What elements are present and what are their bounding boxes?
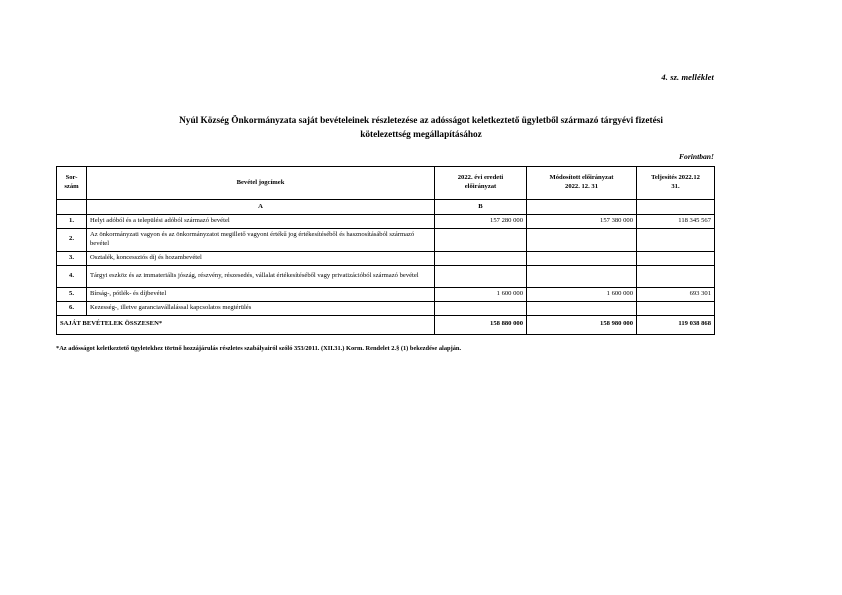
row-original-value (435, 251, 527, 265)
footnote (56, 344, 576, 353)
row-original-value (435, 301, 527, 315)
row-modified-value (527, 251, 637, 265)
row-modified-value (527, 265, 637, 287)
table-column-letters-row (57, 200, 715, 215)
row-modified-value (527, 301, 637, 315)
currency-unit-label: Forintban! (678, 152, 714, 161)
row-description: Osztalék, koncessziós díj és hozambevétel (87, 251, 435, 265)
row-description: Tárgyi eszköz és az immateriális jószág, részvény, részesedés, vállalat értékesítéséből vagy privatizációból származó bevétel (87, 265, 435, 287)
row-description: Kezesség-, illetve garanciavállalással kapcsolatos megtérülés (87, 301, 435, 315)
row-actual-value: 693 301 (637, 287, 715, 301)
row-actual-value (637, 265, 715, 287)
letter-cell-a: A (87, 200, 435, 215)
letter-cell-empty (57, 200, 87, 215)
header-original-appropriation: 2022. évi eredeti előirányzat (435, 167, 527, 200)
total-label: SAJÁT BEVÉTELEK ÖSSZESEN* (57, 315, 435, 334)
row-original-value (435, 265, 527, 287)
row-number: 1. (57, 215, 87, 229)
footnote-line-1: *Az adósságot keletkeztető ügyletekhez törtnő hozzájárulás részletes szabályairól szóló 353/2011. (XII.31.) Korm. Rendelet 2.§ (1) bekezdése (56, 345, 438, 352)
table-row (57, 287, 715, 301)
total-actual-value: 119 038 868 (637, 315, 715, 334)
row-description: Az önkormányzati vagyon és az önkormányzatot megillető vagyoni értékű jog értékesítéséből és hasznosításából származó bevétel (87, 229, 435, 252)
row-original-value: 1 600 000 (435, 287, 527, 301)
header-actual: Teljesítés 2022.12 31. (637, 167, 715, 200)
letter-cell-c (527, 200, 637, 215)
own-revenues-table (56, 166, 715, 335)
row-original-value (435, 229, 527, 252)
table-row (57, 301, 715, 315)
row-description: Bírság-, pótlék- és díjbevétel (87, 287, 435, 301)
row-number: 6. (57, 301, 87, 315)
row-number: 2. (57, 229, 87, 252)
table-row (57, 251, 715, 265)
row-number: 3. (57, 251, 87, 265)
footnote-line-2: alapján. (438, 345, 462, 352)
total-original-value: 158 880 000 (435, 315, 527, 334)
row-actual-value: 118 345 567 (637, 215, 715, 229)
letter-cell-d (637, 200, 715, 215)
header-modified-appropriation: Módosított előirányzat 2022. 12. 31 (527, 167, 637, 200)
table-row (57, 265, 715, 287)
letter-cell-b: B (435, 200, 527, 215)
page-title-line-2: kötelezettség megállapításához (360, 130, 482, 141)
row-description: Helyi adóból és a települési adóból származó bevétel (87, 215, 435, 229)
row-number: 4. (57, 265, 87, 287)
page-title-line-1: Nyúl Község Önkormányzata saját bevételeinek részletezése az adósságot keletkeztető ügyletből származó tárgyévi fizetési (179, 116, 663, 126)
row-actual-value (637, 229, 715, 252)
table-row (57, 229, 715, 252)
page-title (60, 114, 782, 143)
table-total-row (57, 315, 715, 334)
row-original-value: 157 280 000 (435, 215, 527, 229)
total-modified-value: 158 980 000 (527, 315, 637, 334)
table-row (57, 215, 715, 229)
row-actual-value (637, 251, 715, 265)
header-description: Bevétel jogcímek (87, 167, 435, 200)
annex-label: 4. sz. melléklet (661, 72, 714, 82)
row-modified-value: 1 600 000 (527, 287, 637, 301)
row-modified-value: 157 380 000 (527, 215, 637, 229)
row-modified-value (527, 229, 637, 252)
row-actual-value (637, 301, 715, 315)
header-row-number: Sor- szám (57, 167, 87, 200)
table-header-row (57, 167, 715, 200)
row-number: 5. (57, 287, 87, 301)
